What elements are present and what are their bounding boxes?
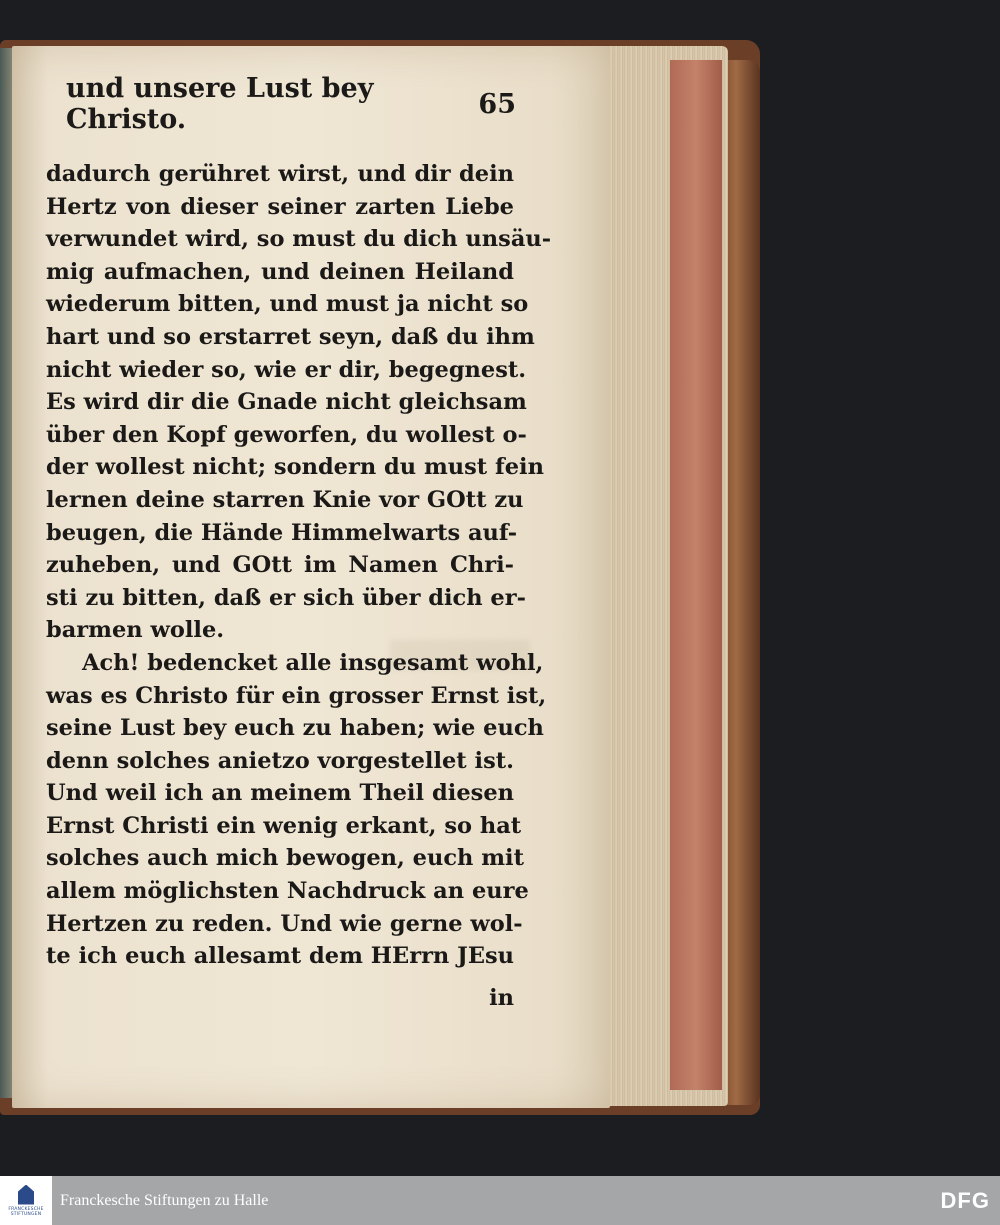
text-line: solches auch mich bewogen, euch mit: [46, 845, 524, 872]
catchword: in: [489, 985, 514, 1011]
text-line: te ich euch allesamt dem HErrn JEsu: [46, 943, 514, 970]
text-line: Und weil ich an meinem Theil diesen: [46, 780, 514, 807]
text-line: was es Christo für ein grosser Ernst ist,: [46, 682, 547, 709]
text-line: Ernst Christi ein wenig erkant, so hat: [46, 812, 522, 839]
institution-name[interactable]: Franckesche Stiftungen zu Halle: [60, 1191, 269, 1209]
text-line: dadurch gerühret wirst, und dir dein: [46, 161, 514, 187]
footer-bar: [0, 1176, 1000, 1225]
text-line: sti zu bitten, daß er sich über dich er-: [46, 584, 526, 611]
text-line: wiederum bitten, und must ja nicht so: [46, 291, 529, 318]
text-line: Ach! bedencket alle insgesamt wohl,: [82, 649, 544, 676]
text-line: Hertz von dieser seiner zarten Liebe: [46, 193, 514, 220]
text-line: beugen, die Hände Himmelwarts auf-: [46, 519, 518, 546]
text-line: Es wird dir die Gnade nicht gleichsam: [46, 389, 527, 416]
building-icon: [18, 1185, 34, 1205]
running-head: [66, 73, 516, 135]
text-line: allem möglichsten Nachdruck an eure: [46, 878, 529, 905]
text-line: zuheben, und GOtt im Namen Chri-: [46, 552, 514, 579]
text-line: über den Kopf geworfen, du wollest o-: [46, 421, 527, 448]
body-text: [46, 158, 552, 973]
page-number: 65: [478, 88, 516, 120]
text-line: lernen deine starren Knie vor GOtt zu: [46, 486, 524, 513]
text-line: barmen wolle.: [46, 617, 225, 644]
text-line: denn solches anietzo vorgestellet ist.: [46, 747, 514, 774]
text-line: mig aufmachen, und deinen Heiland: [46, 258, 514, 285]
text-line: hart und so erstarret seyn, daß du ihm: [46, 323, 535, 350]
text-line: nicht wieder so, wie er dir, begegnest.: [46, 356, 527, 383]
logo-text: FRANCKESCHE STIFTUNGEN: [8, 1206, 44, 1217]
text-line: seine Lust bey euch zu haben; wie euch: [46, 715, 544, 742]
institution-logo[interactable]: [0, 1176, 52, 1225]
running-head-title: und unsere Lust bey Christo.: [66, 73, 374, 135]
text-line: Hertzen zu reden. Und wie gerne wol-: [46, 910, 523, 937]
text-line: verwundet wird, so must du dich unsäu-: [46, 226, 552, 253]
text-line: der wollest nicht; sondern du must fein: [46, 454, 544, 481]
red-page-edge: [670, 60, 722, 1090]
dfg-logo[interactable]: DFG: [940, 1187, 990, 1213]
